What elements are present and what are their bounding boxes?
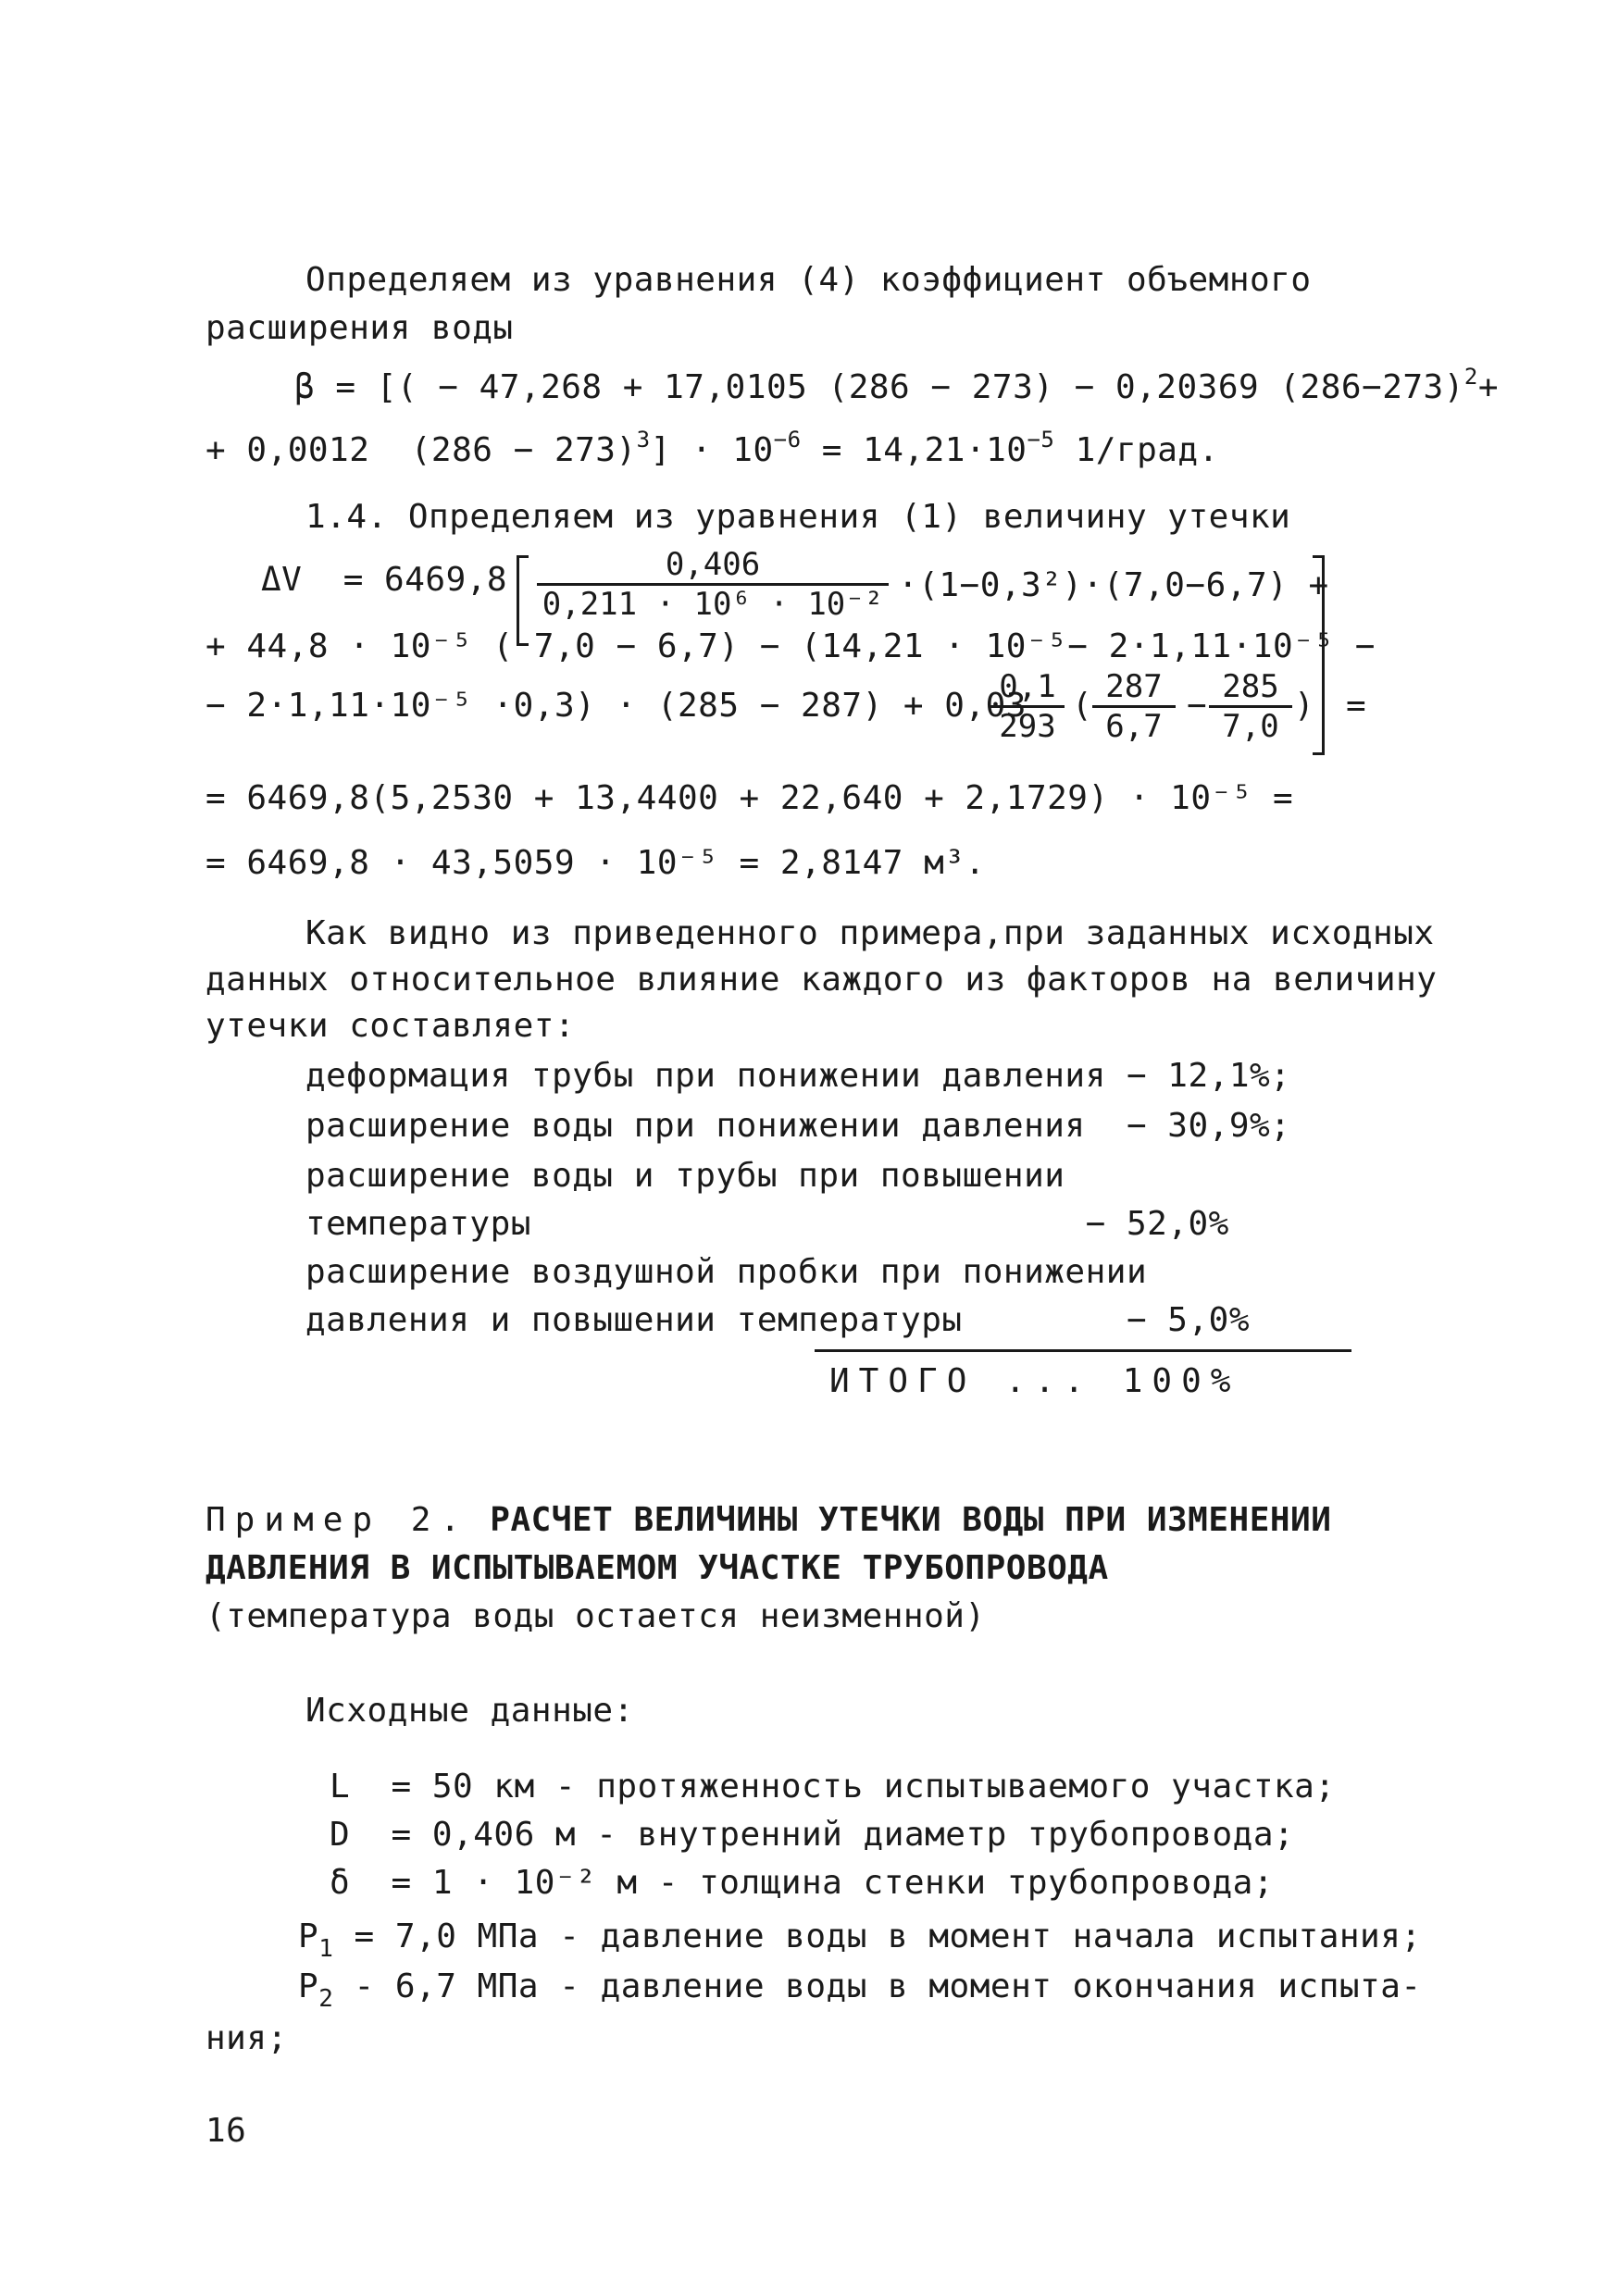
data-item-continued: ния;	[205, 2019, 288, 2057]
formula-text: ·(1−0,3²)·(7,0−6,7) +	[898, 566, 1329, 604]
exponent: 2	[1463, 364, 1478, 390]
paragraph-line: расширения воды	[205, 309, 514, 347]
formula-text: = 14,21·10	[801, 431, 1027, 469]
fraction-denominator: 0,211 · 10⁶ · 10⁻²	[542, 586, 884, 623]
fraction-numerator: 285	[1209, 668, 1292, 708]
subscript: 1	[318, 1935, 334, 1963]
example-title: РАСЧЕТ ВЕЛИЧИНЫ УТЕЧКИ ВОДЫ ПРИ ИЗМЕНЕНИИ	[490, 1501, 1332, 1539]
data-item: δ = 1 · 10⁻² м - толщина стенки трубопровода;	[330, 1864, 1274, 1902]
formula-text: +	[1477, 368, 1500, 406]
fraction-numerator: 0,406	[537, 546, 889, 586]
data-item: L = 50 км - протяженность испытываемого участка;	[330, 1768, 1336, 1806]
data-text: = 7,0 МПа - давление воды в момент начала испытания;	[333, 1917, 1422, 1955]
formula-text: + 0,0012 (286 − 273)	[205, 431, 637, 469]
example-subtitle: (температура воды остается неизменной)	[205, 1597, 986, 1635]
equals: =	[1346, 687, 1367, 725]
minus: −	[1187, 687, 1208, 725]
example-title: ДАВЛЕНИЯ В ИСПЫТЫВАЕМОМ УЧАСТКЕ ТРУБОПРОВОДА	[205, 1549, 1109, 1587]
example-label: Пример 2.	[205, 1501, 470, 1539]
section-heading: 1.4. Определяем из уравнения (1) величину утечки	[305, 498, 1291, 536]
fraction-denominator: 6,7	[1105, 708, 1163, 745]
example-heading	[205, 1499, 1331, 1542]
exponent: 3	[636, 427, 651, 453]
page-number: 16	[205, 2112, 247, 2150]
total-line: ИТОГО ... 100%	[829, 1362, 1240, 1400]
factor-item: давления и повышении температуры − 5,0%	[305, 1301, 1250, 1339]
right-bracket	[1313, 555, 1325, 755]
source-data-title: Исходные данные:	[305, 1692, 634, 1730]
factor-item: расширение воды и трубы при повышении	[305, 1157, 1065, 1195]
subscript: 2	[318, 1985, 334, 2013]
formula-line: = 6469,8 · 43,5059 · 10⁻⁵ = 2,8147 м³.	[205, 844, 986, 882]
data-item: D = 0,406 м - внутренний диаметр трубопровода;	[330, 1816, 1295, 1854]
factor-item: расширение воды при понижении давления − 30,9%;	[305, 1107, 1291, 1145]
paragraph-line: Как видно из приведенного примера,при заданных исходных	[305, 914, 1435, 952]
fraction-numerator: 287	[1092, 668, 1176, 708]
data-text: - 6,7 МПа - давление воды в момент окончания испыта-	[333, 1967, 1422, 2005]
paren: )	[1294, 687, 1315, 725]
fraction	[537, 546, 889, 623]
formula-line: = 6469,8(5,2530 + 13,4400 + 22,640 + 2,1729) · 10⁻⁵ =	[205, 779, 1294, 817]
symbol: P	[298, 1917, 319, 1955]
formula-line: − 2·1,11·10⁻⁵ ·0,3) · (285 − 287) + 0,03	[205, 687, 1027, 725]
symbol: P	[298, 1967, 319, 2005]
total-divider	[815, 1349, 1351, 1352]
factor-item: деформация трубы при понижении давления − 12,1%;	[305, 1057, 1291, 1095]
formula-text: 1/град.	[1054, 431, 1219, 469]
exponent: −5	[1027, 427, 1055, 453]
beta-formula-line-1	[294, 366, 1499, 412]
formula-line: + 44,8 · 10⁻⁵ ( 7,0 − 6,7) − (14,21 · 10⁻⁵− 2·1,11·10⁻⁵ −	[205, 627, 1376, 665]
data-item	[298, 1916, 1422, 1961]
paren: (	[1072, 687, 1093, 725]
fraction-denominator: 7,0	[1222, 708, 1279, 745]
formula-text: ] · 10	[650, 431, 774, 469]
exponent: −6	[773, 427, 802, 453]
delta-v-lhs: ΔV = 6469,8	[261, 561, 508, 599]
paragraph-line: данных относительное влияние каждого из факторов на величину	[205, 961, 1438, 999]
factor-item: температуры − 52,0%	[305, 1205, 1229, 1243]
paragraph-line: утечки составляет:	[205, 1007, 576, 1045]
fraction	[990, 668, 1065, 745]
fraction-denominator: 293	[999, 708, 1056, 745]
paragraph-line: Определяем из уравнения (4) коэффициент объемного	[305, 261, 1312, 299]
fraction-numerator: 0,1	[990, 668, 1065, 708]
data-item	[298, 1966, 1422, 2011]
beta-formula-line-2	[205, 429, 1219, 475]
fraction	[1209, 668, 1292, 745]
factor-item: расширение воздушной пробки при понижении	[305, 1253, 1148, 1291]
fraction	[1092, 668, 1176, 745]
formula-text: β = [( − 47,268 + 17,0105 (286 − 273) − 0,20369 (286−273)	[294, 368, 1464, 406]
